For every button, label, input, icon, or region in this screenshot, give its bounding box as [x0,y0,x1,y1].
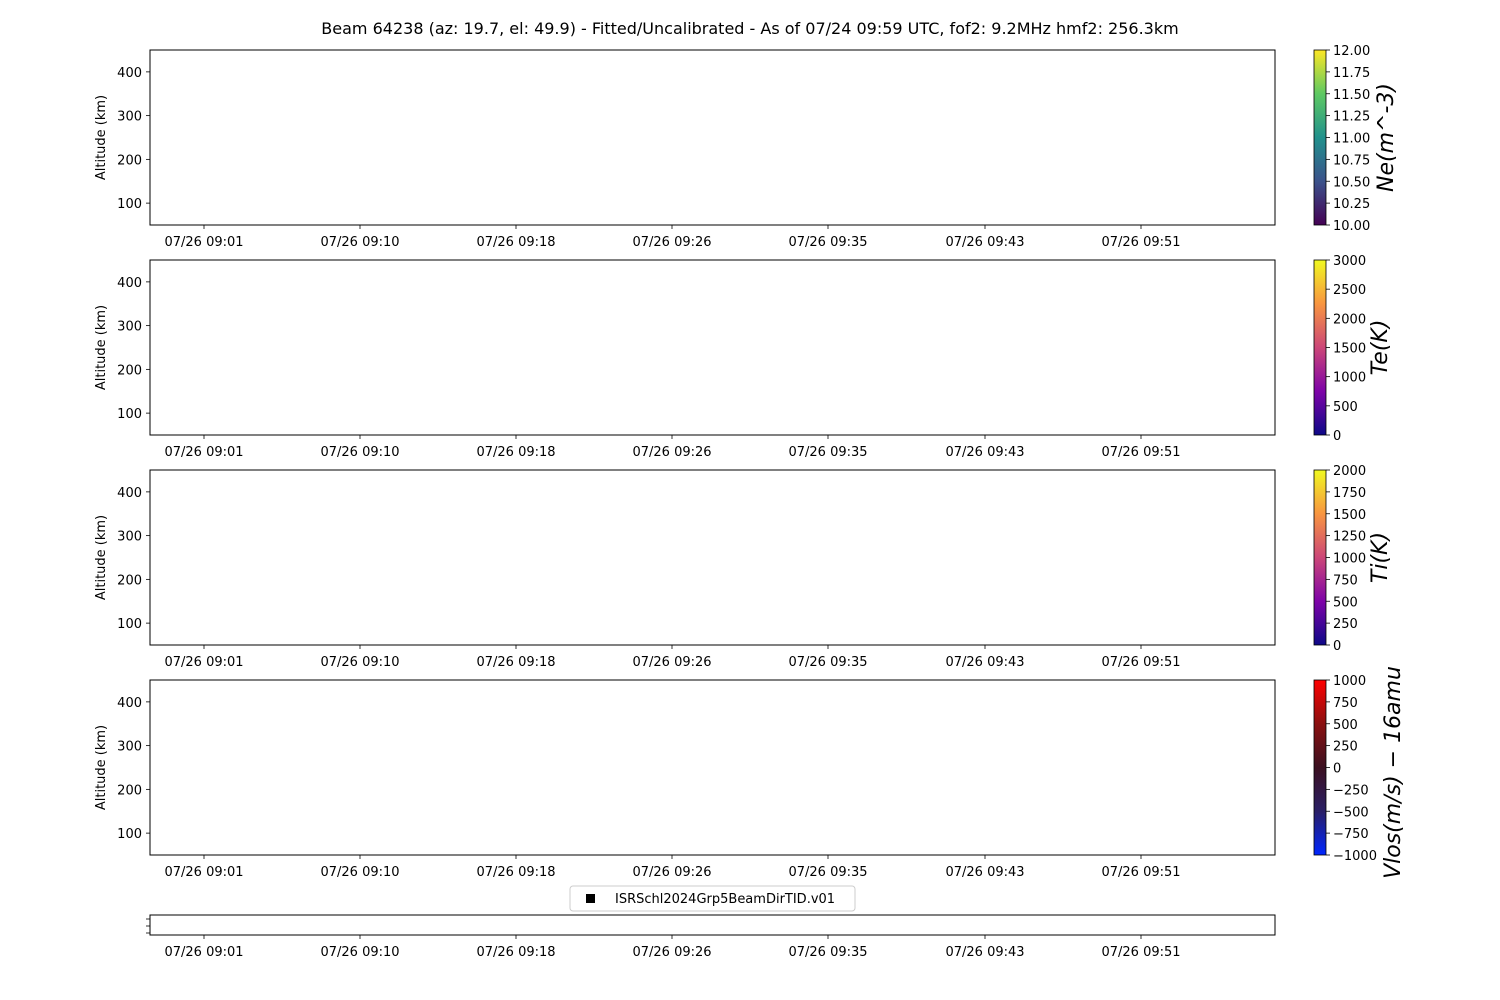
colorbar-tick-label: 11.25 [1333,109,1371,125]
plot-area-1 [150,50,1275,225]
colorbar-tick-label: 500 [1333,717,1358,733]
x-tick-label: 07/26 09:26 [632,235,712,250]
colorbar-tick-label: 11.50 [1333,87,1371,103]
x-tick-label: 07/26 09:43 [945,655,1025,670]
colorbar-tick-label: 10.25 [1333,197,1371,213]
x-tick-label: 07/26 09:01 [164,235,244,250]
x-tick-label: 07/26 09:01 [164,445,244,460]
colorbar-tick-label: −250 [1333,783,1369,799]
x-tick-label: 07/26 09:10 [320,655,400,670]
y-tick-label: 100 [117,827,142,843]
colorbar-label: Vlos(m/s) − 16amu [1381,666,1406,879]
y-tick-label: 300 [117,319,142,335]
y-tick-label: 200 [117,363,142,379]
x-tick-label: 07/26 09:18 [476,865,556,880]
y-tick-label: 200 [117,573,142,589]
colorbar-tick-label: 0 [1333,429,1342,444]
y-tick-label: 400 [117,65,142,81]
y-tick-label: 400 [117,275,142,291]
x-tick-label: 07/26 09:35 [788,945,868,960]
colorbar-tick-label: 11.00 [1333,131,1371,147]
x-tick-label: 07/26 09:18 [476,235,556,250]
colorbar-tick-label: 1000 [1333,551,1367,567]
colorbar-tick-label: 750 [1333,573,1358,589]
x-tick-label: 07/26 09:43 [945,945,1025,960]
colorbar-tick-label: 2000 [1333,464,1367,479]
x-tick-label: 07/26 09:26 [632,945,712,960]
x-tick-label: 07/26 09:51 [1101,945,1181,960]
y-tick-label: 100 [117,617,142,633]
colorbar-1 [1314,50,1326,225]
colorbar-label: Ne(m^-3) [1374,83,1399,192]
colorbar-tick-label: −1000 [1333,849,1377,864]
legend-marker [586,894,595,903]
colorbar-tick-label: 500 [1333,595,1358,611]
colorbar-3 [1314,470,1326,645]
plot-area-3 [150,470,1275,645]
x-tick-label: 07/26 09:43 [945,445,1025,460]
y-tick-label: 400 [117,485,142,501]
y-axis-label: Altitude (km) [94,514,109,601]
colorbar-tick-label: 1250 [1333,529,1367,545]
x-tick-label: 07/26 09:26 [632,655,712,670]
colorbar-label: Te(K) [1368,319,1393,376]
colorbar-tick-label: 1500 [1333,341,1367,357]
y-tick-label: 300 [117,739,142,755]
colorbar-4 [1314,680,1326,855]
colorbar-tick-label: 1000 [1333,674,1367,689]
colorbar-tick-label: 12.00 [1333,44,1371,59]
y-tick-label: 300 [117,529,142,545]
y-tick-label: 100 [117,197,142,213]
colorbar-tick-label: 11.75 [1333,65,1371,81]
colorbar-tick-label: 250 [1333,739,1358,755]
colorbar-tick-label: 2500 [1333,283,1367,299]
x-tick-label: 07/26 09:26 [632,865,712,880]
colorbar-tick-label: 10.75 [1333,153,1371,169]
y-axis-label: Altitude (km) [94,94,109,181]
x-tick-label: 07/26 09:01 [164,655,244,670]
x-tick-label: 07/26 09:10 [320,945,400,960]
colorbar-tick-label: 1500 [1333,507,1367,523]
plot-area-4 [150,680,1275,855]
x-tick-label: 07/26 09:51 [1101,445,1181,460]
x-tick-label: 07/26 09:18 [476,945,556,960]
y-axis-label: Altitude (km) [94,724,109,811]
colorbar-tick-label: 2000 [1333,312,1367,328]
x-tick-label: 07/26 09:35 [788,865,868,880]
x-tick-label: 07/26 09:35 [788,655,868,670]
colorbar-tick-label: −500 [1333,805,1369,821]
figure-title: Beam 64238 (az: 19.7, el: 49.9) - Fitted/Uncalibrated - As of 07/24 09:59 UTC, fof2: 9.2MHz hmf2: 256.3km [321,19,1179,38]
y-tick-label: 200 [117,153,142,169]
colorbar-2 [1314,260,1326,435]
colorbar-tick-label: 750 [1333,695,1358,711]
colorbar-tick-label: 0 [1333,761,1342,777]
x-tick-label: 07/26 09:51 [1101,235,1181,250]
x-tick-label: 07/26 09:01 [164,865,244,880]
colorbar-tick-label: 500 [1333,399,1358,415]
colorbar-tick-label: 10.50 [1333,175,1371,191]
y-tick-label: 100 [117,407,142,423]
y-tick-label: 300 [117,109,142,125]
x-tick-label: 07/26 09:51 [1101,865,1181,880]
colorbar-tick-label: −750 [1333,827,1369,843]
x-tick-label: 07/26 09:51 [1101,655,1181,670]
x-tick-label: 07/26 09:01 [164,945,244,960]
y-tick-label: 400 [117,695,142,711]
x-tick-label: 07/26 09:35 [788,235,868,250]
colorbar-tick-label: 1000 [1333,370,1367,386]
colorbar-tick-label: 3000 [1333,254,1367,269]
legend-label: ISRSchl2024Grp5BeamDirTID.v01 [615,892,836,907]
plot-area-2 [150,260,1275,435]
y-tick-label: 200 [117,783,142,799]
colorbar-tick-label: 10.00 [1333,219,1371,234]
colorbar-label: Ti(K) [1368,531,1393,584]
x-tick-label: 07/26 09:10 [320,235,400,250]
x-tick-label: 07/26 09:43 [945,235,1025,250]
x-tick-label: 07/26 09:18 [476,655,556,670]
x-tick-label: 07/26 09:10 [320,445,400,460]
colorbar-tick-label: 1750 [1333,485,1367,501]
x-tick-label: 07/26 09:43 [945,865,1025,880]
y-axis-label: Altitude (km) [94,304,109,391]
x-tick-label: 07/26 09:35 [788,445,868,460]
colorbar-tick-label: 0 [1333,639,1342,654]
colorbar-tick-label: 250 [1333,617,1358,633]
x-tick-label: 07/26 09:10 [320,865,400,880]
plot-area-5 [150,915,1275,935]
x-tick-label: 07/26 09:18 [476,445,556,460]
x-tick-label: 07/26 09:26 [632,445,712,460]
